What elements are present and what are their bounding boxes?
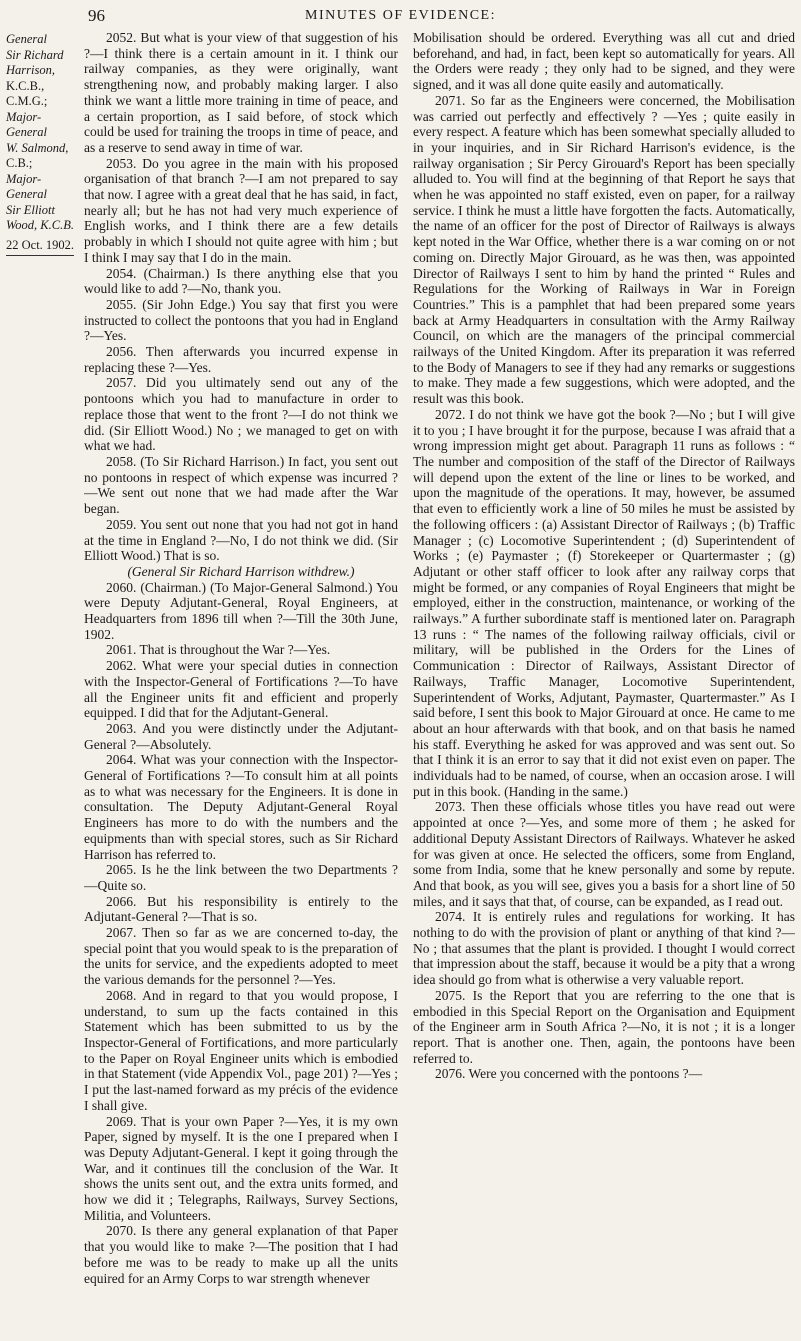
margin-note-line: W. Salmond, (6, 140, 69, 155)
left-column (84, 30, 398, 1330)
evidence-paragraph: 2057. Did you ultimately send out any of the pontoons which you had to manufacture in order to replace those that went to the front ?—I do not think we did. (Sir Elliott Wood.) No ; we managed to get on with what we had. (84, 375, 398, 454)
evidence-paragraph: 2072. I do not think we have got the book ?—No ; but I will give it to you ; I have brought it for the purpose, because I was afraid that a wrong impression might get about. Paragraph 11 runs as follows : “ The number and composition of the staff of the Director of Railways will depend upon the extent of the line or lines to be worked, and upon the magnitude of the operations. It may, however, be assumed that even to efficiently work a line of 50 miles he must be assisted by the following officers : (a) Assistant Director of Railways ; (b) Traffic Manager ; (c) Locomotive Superintendent ; (d) Superintendent of Works ; (e) Paymaster ; (f) Storekeeper or Quartermaster ; (g) Adjutant or other staff officer to look after any railway corps that might be formed, or any companies of Royal Engineers that might be employed, either in the construction, maintenance, or working of the railways.” A further subordinate staff is mentioned later on. Paragraph 13 runs : “ The names of the following railway officials, civil or military, will be published in the Orders for the Lines of Communication : Director of Railways, Assistant Director of Railways, Traffic Manager, Locomotive Superintendent, Superintendent of Works, Adjutant, Paymaster, Quartermaster.” As I said before, I sent this book to Major Girouard at once. He came to me about an hour afterwards with that book, and on that basis he named his staff. Everything he asked for was approved and was sent out. So that I think it is an error to say that it did not exist even on paper. The individuals had to be named, of course, when an occasion arose. I will put in this book. (Handing in the same.) (413, 406, 795, 799)
margin-note-line: General (6, 32, 47, 46)
evidence-paragraph: 2074. It is entirely rules and regulations for working. It has nothing to do with the provision of plant or anything of that kind ?—No ; that assumes that the plant is provided. I thought I would correct that impression about the staff, because it would be a pity that a wrong idea should go from what is otherwise a very valuable report. (413, 909, 795, 988)
evidence-paragraph: 2059. You sent out none that you had not got in hand at the time in England ?—No, I do not think we did. (Sir Elliott Wood.) That is so. (84, 516, 398, 564)
evidence-paragraph: 2054. (Chairman.) Is there anything else that you would like to add ?—No, thank you. (84, 265, 398, 297)
running-title: MINUTES OF EVIDENCE: (305, 8, 496, 23)
margin-note-line: C.M.G.; (6, 94, 48, 108)
margin-note-line: Wood, K.C.B. (6, 218, 74, 232)
margin-note-line: Sir Richard (6, 47, 64, 62)
margin-note-line: Major- (6, 171, 42, 186)
evidence-paragraph: 2070. Is there any general explanation of that Paper that you would like to make ?—The position that I had before me was to be ready to make up all the units equired for an Army Corps to war strength whenever (84, 1223, 398, 1286)
page-number: 96 (88, 6, 105, 25)
evidence-paragraph: 2075. Is the Report that you are referring to the one that is embodied in this Special Report on the Organisation and Equipment of the Engineer arm in South Africa ?—No, it is not ; it is a longer report. That is another one. Then, again, the pontoons have been referred to. (413, 987, 795, 1066)
margin-note-line: C.B.; (6, 156, 33, 170)
evidence-paragraph: Mobilisation should be ordered. Everything was all cut and dried beforehand, and had, in fact, been kept so automatically for years. All the Orders were ready ; they only had to be signed, and they were signed, and it was all done quite easily and automatically. (413, 30, 795, 93)
margin-note-line: Harrison, (6, 63, 55, 77)
margin-note-line: Major- (6, 109, 42, 124)
evidence-paragraph: 2076. Were you concerned with the pontoons ?— (435, 1066, 703, 1082)
evidence-paragraph: 2060. (Chairman.) (To Major-General Salmond.) You were Deputy Adjutant-General, Royal Engineers, at Headquarters from 1896 till when ?—Till the 30th June, 1902. (84, 579, 398, 642)
margin-note (6, 32, 80, 256)
evidence-paragraph: 2071. So far as the Engineers were concerned, the Mobilisation was carried out perfectly and effectively ? —Yes ; quite easily in every respect. A feature which has been somewhat specially alluded to in your inquiries, and in Sir Richard Harrison's evidence, is the railway organisation ; Sir Percy Girouard's Report has been specially alluded to. You will find at the beginning of that Report he says that when he was appointed no staff existed, even on paper, for a railway service. I think he must a little have forgotten the facts. Automatically, the name of an officer for the post of Director of Railways is always kept noted in the War Office, whether there is a war coming on or not coming on. Directly Major Girouard, as he was then, was appointed Director of Railways I sent to him by hand the printed “ Rules and Regulations for the Working of Railways in War in Foreign Countries.” This is a pamphlet that had been prepared some years back at Army Headquarters in consultation with the Army Railway Council, on which are the managers of the principal commercial railways of the United Kingdom. After its preparation it was referred to the Body of Managers to see if they had any remarks or suggestions to make. They made a few suggestions, which were adopted, and the result was this book. (413, 92, 795, 407)
evidence-paragraph: 2056. Then afterwards you incurred expense in replacing these ?—Yes. (84, 344, 398, 375)
evidence-paragraph: 2053. Do you agree in the main with his proposed organisation of that branch ?—I am not prepared to say that now. I agree with a great deal that he has said, in fact, nearly all; but he has not had very much experience of English works, and I think there are a few details probably in which I should not quite agree with him ; but I think I may say that I do in the main. (84, 155, 398, 265)
evidence-paragraph: 2058. (To Sir Richard Harrison.) In fact, you sent out no pontoons in respect of which expense was incurred ?—We sent out none that we had made after the War began. (84, 453, 398, 517)
right-column (413, 30, 795, 1330)
evidence-paragraph: 2068. And in regard to that you would propose, I understand, to sum up the facts contained in this Statement which has been submitted to us by the Inspector-General of Fortifications, and more particularly to the Paper on Royal Engineer units which is embodied in that Statement (vide Appendix Vol., page 201) ?—Yes ; I put the last-named forward as my précis of the evidence I shall give. (84, 987, 398, 1113)
margin-note-line: K.C.B., (6, 78, 45, 93)
evidence-paragraph: 2064. What was your connection with the Inspector-General of Fortifications ?—To consult him at all points as to what was necessary for the Engineers. It is done in consultation. The Deputy Adjutant-General Royal Engineers has more to do with the numbers and the equipments than with special stores, such as Sir Richard Harrison has referred to. (84, 752, 398, 862)
margin-note-line: General (6, 125, 47, 139)
evidence-paragraph: 2063. And you were distinctly under the Adjutant-General ?—Absolutely. (84, 720, 398, 752)
margin-note-line: Sir Elliott (6, 202, 55, 217)
margin-note-line: General (6, 187, 47, 201)
withdrawal-note: (General Sir Richard Harrison withdrew.) (127, 563, 355, 579)
evidence-paragraph: 2052. But what is your view of that suggestion of his ?—I think there is a certain amount in it. I think our railway companies, as they were originally, want strengthening now, and probably making larger. I also think we want a little more training in time of peace, and a certain proportion, as I said before, of stock which could be used for training the troops in time of peace, and as a reserve to send away in time of war. (84, 30, 398, 155)
evidence-paragraph: 2066. But his responsibility is entirely to the Adjutant-General ?—That is so. (84, 893, 398, 925)
evidence-paragraph: 2065. Is he the link between the two Departments ? —Quite so. (84, 862, 398, 893)
evidence-paragraph: 2069. That is your own Paper ?—Yes, it is my own Paper, signed by myself. It is the one I prepared when I was Deputy Adjutant-General. I kept it going through the War, and it continues till the conclusion of the War. It shows the units sent out, and the extra units formed, and how we did it ; Telegraphs, Railways, Survey Sections, Militia, and Volunteers. (84, 1113, 398, 1223)
evidence-paragraph: 2062. What were your special duties in connection with the Inspector-General of Fortifications ?—To have all the Engineer units fit and efficient and properly equipped. I did that for the Adjutant-General. (84, 658, 398, 721)
evidence-paragraph: 2061. That is throughout the War ?—Yes. (106, 642, 331, 658)
evidence-paragraph: 2055. (Sir John Edge.) You say that first you were instructed to collect the pontoons that you had in England ?—Yes. (84, 296, 398, 344)
margin-note-date: 22 Oct. 1902. (6, 238, 74, 257)
evidence-paragraph: 2073. Then these officials whose titles you have read out were appointed at once ?—Yes, and some more of them ; he asked for additional Deputy Assistant Directors of Railways. Whatever he asked for was given at once. He selected the officers, some from England, some from India, some that he knew personally and some by repute. And that book, as you will see, gives you a basis for a short line of 50 miles, and it says that that, of course, can be expanded, as I read out. (413, 799, 795, 909)
evidence-paragraph: 2067. Then so far as we are concerned to-day, the special point that you would speak to is the preparation of the units for service, and the expedients adopted to meet the various demands for the personnel ?—Yes. (84, 925, 398, 988)
